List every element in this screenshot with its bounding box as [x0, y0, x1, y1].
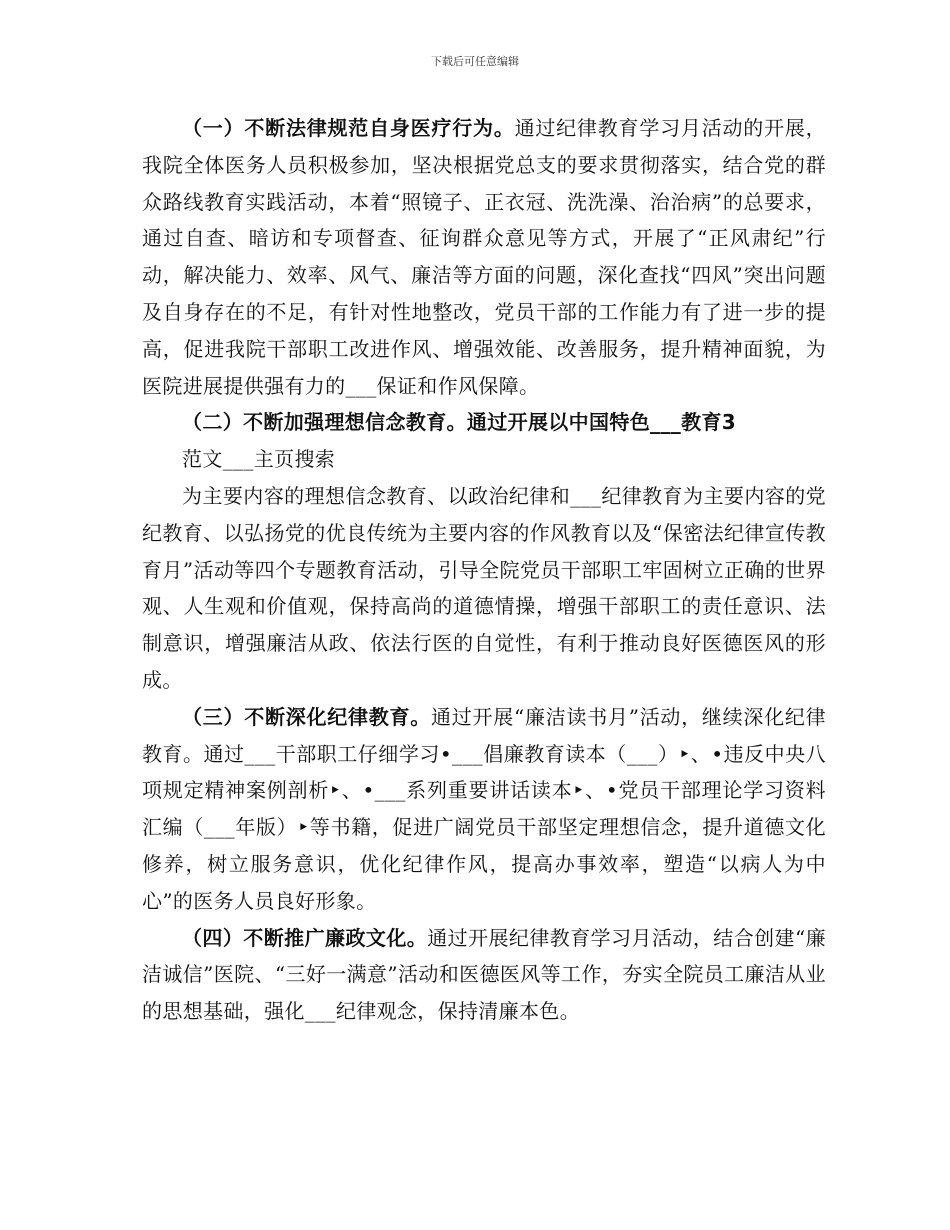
paragraph-4-heading: （四）不断推广廉政文化。 — [182, 925, 428, 950]
paragraph-2-heading: （二）不断加强理想信念教育。通过开展以中国特色___教育3 — [182, 410, 737, 435]
paragraph-1 — [142, 110, 826, 404]
paragraph-4 — [142, 920, 826, 1030]
paragraph-4-body: 通过开展纪律教育学习月活动，结合创建“廉洁诚信”医院、“三好一满意”活动和医德医风等工作，夯实全院员工廉洁从业的思想基础，强化___纪律观念，保持清廉本色。 — [142, 925, 826, 1024]
paragraph-1-heading: （一）不断法律规范自身医疗行为。 — [182, 116, 515, 140]
paragraph-3-heading: （三）不断深化纪律教育。 — [182, 704, 431, 729]
paragraph-3-body: 通过开展“廉洁读书月”活动，继续深化纪律教育。通过___干部职工仔细学习•___倡廉教育读本（___）‣、•违反中央八项规定精神案例剖析‣、•___系列重要讲话读本‣、•党员干部理论学习资料汇编（___年版）‣等书籍，促进广阔党员干部坚定理想信念，提升道德文化修养，树立服务意识，优化纪律作风，提高办事效率，塑造“以病人为中心”的医务人员良好形象。 — [142, 704, 826, 913]
paragraph-2 — [142, 404, 826, 441]
paragraph-3 — [142, 699, 826, 920]
page-header: 下载后可任意编辑 — [431, 55, 519, 68]
paragraph-1-body: 通过纪律教育学习月活动的开展，我院全体医务人员积极参加，坚决根据党总支的要求贯彻落实，结合党的群众路线教育实践活动，本着“照镜子、正衣冠、洗洗澡、治治病”的总要求，通过自查、暗访和专项督查、征询群众意见等方式，开展了“正风肃纪”行动，解决能力、效率、风气、廉洁等方面的问题，深化查找“四风”突出问题及自身存在的不足，有针对性地整改，党员干部的工作能力有了进一步的提高，促进我院干部职工改进作风、增强效能、改善服务，提升精神面貌，为医院进展提供强有力的___保证和作风保障。 — [142, 116, 826, 398]
paragraph-2-line-2: 范文___主页搜索 — [182, 447, 336, 472]
document-body — [142, 110, 826, 1030]
paragraph-2-continued: 为主要内容的理想信念教育、以政治纪律和___纪律教育为主要内容的党纪教育、以弘扬党的优良传统为主要内容的作风教育以及“保密法纪律宣传教育月”活动等四个专题教育活动，引导全院党员干部职工牢固树立正确的世界观、人生观和价值观，保持高尚的道德情操，增强干部职工的责任意识、法制意识，增强廉洁从政、依法行医的自觉性，有利于推动良好医德医风的形成。 — [142, 483, 826, 692]
